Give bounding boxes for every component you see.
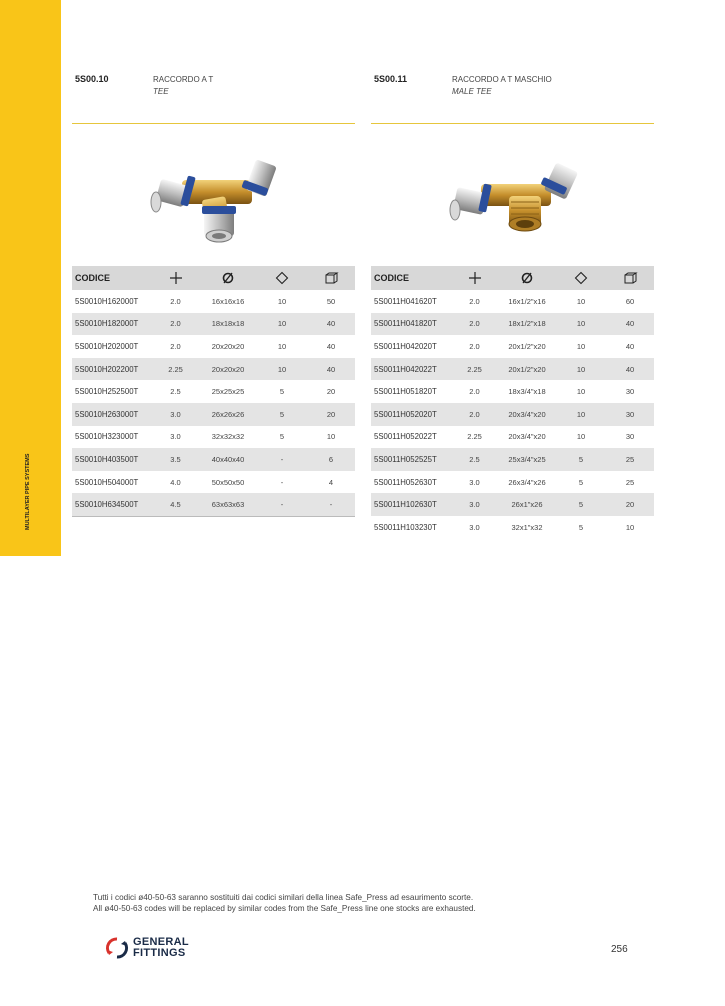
cell-size: 20x3/4"x20: [508, 432, 546, 442]
cell-size: 20x20x20: [199, 358, 257, 381]
cell-code: 5S0011H052022T: [374, 432, 437, 442]
cell-thickness: 2.0: [152, 313, 199, 336]
cell-thickness: 2.5: [451, 448, 498, 471]
cell-code: 5S0010H202200T: [72, 358, 152, 381]
diamond-icon: [275, 271, 289, 285]
table-row: [371, 516, 654, 539]
cell-thickness: 2.0: [469, 341, 480, 351]
cell-box: 4: [328, 477, 334, 487]
divider: [72, 123, 355, 124]
table-row: [371, 335, 654, 358]
cell-package: 5: [578, 477, 584, 487]
header-package: [257, 266, 307, 290]
cell-box: 40: [326, 341, 336, 351]
cell-code: 5S0010H202000T: [75, 341, 139, 351]
table-row: [371, 290, 654, 313]
cell-box: 30: [606, 403, 654, 426]
cell-size: 16x1/2"x16: [508, 296, 546, 306]
footnote: [93, 892, 476, 914]
cell-size: 26x26x26: [199, 403, 257, 426]
footnote-it: Tutti i codici ø40-50-63 saranno sostituiti dai codici similari della linea Safe_Press ad esaurimento scorte.: [93, 893, 474, 902]
header-package: [556, 266, 606, 290]
cell-box: 6: [307, 448, 355, 471]
cell-box: 40: [606, 313, 654, 336]
cell-box: -: [307, 493, 355, 516]
cell-package: 5: [556, 493, 606, 516]
cell-code: 5S0011H041820T: [371, 313, 451, 336]
product-name-it: RACCORDO A T MASCHIO: [452, 75, 552, 84]
table-row: [371, 448, 654, 471]
cell-code: 5S0011H103230T: [374, 522, 437, 532]
cell-box: 25: [625, 477, 635, 487]
cell-code: 5S0011H102630T: [371, 493, 451, 516]
cell-thickness: 4.0: [170, 477, 181, 487]
sidebar-band: [0, 0, 61, 556]
cell-package: -: [257, 448, 307, 471]
product-description: [153, 74, 213, 98]
box-icon: [324, 271, 339, 285]
diamond-icon: [574, 271, 588, 285]
cell-package: 5: [556, 448, 606, 471]
cell-size: 16x16x16: [211, 296, 245, 306]
cell-thickness: 2.0: [451, 403, 498, 426]
cell-size: 25x3/4"x25: [498, 448, 556, 471]
product-code: 5S00.11: [374, 74, 408, 84]
product-code: 5S00.10: [75, 74, 109, 84]
product-name-en: TEE: [153, 87, 169, 96]
cell-size: 40x40x40: [199, 448, 257, 471]
table-row: [72, 313, 355, 336]
table-row: [371, 313, 654, 336]
tee-fitting-image: [142, 140, 312, 250]
cell-package: 5: [279, 387, 285, 397]
cell-code: 5S0011H051820T: [374, 387, 437, 397]
cell-thickness: 4.5: [152, 493, 199, 516]
table-row: [72, 358, 355, 381]
product-table: [72, 266, 355, 517]
header-thickness: [152, 266, 199, 290]
cell-package: 5: [279, 432, 285, 442]
cell-thickness: 3.0: [152, 403, 199, 426]
cell-box: 20: [606, 493, 654, 516]
cell-package: 10: [277, 341, 287, 351]
table-row: [371, 493, 654, 516]
table-row: [72, 290, 355, 313]
cell-size: 20x1/2"x20: [498, 358, 556, 381]
cell-package: 10: [257, 358, 307, 381]
cell-size: 20x20x20: [211, 341, 245, 351]
header-box: [606, 266, 654, 290]
cell-box: 30: [625, 387, 635, 397]
cell-package: 10: [576, 432, 586, 442]
cell-size: 32x32x32: [211, 432, 245, 442]
cell-package: 10: [556, 313, 606, 336]
cell-size: 18x3/4"x18: [508, 387, 546, 397]
cell-code: 5S0010H162000T: [75, 296, 139, 306]
table-row: [72, 335, 355, 358]
company-logo: [105, 936, 189, 960]
cell-package: 10: [556, 403, 606, 426]
cell-box: 40: [307, 313, 355, 336]
cell-thickness: 3.0: [469, 522, 480, 532]
cell-thickness: 2.0: [451, 313, 498, 336]
cell-code: 5S0010H182000T: [72, 313, 152, 336]
cell-package: -: [257, 493, 307, 516]
product-name-en: MALE TEE: [452, 87, 492, 96]
table-row: [371, 358, 654, 381]
sidebar-label-text: MULTILAYER PIPE SYSTEMS: [25, 453, 31, 530]
cell-size: 20x1/2"x20: [508, 341, 546, 351]
cell-box: 40: [307, 358, 355, 381]
cell-package: 10: [576, 387, 586, 397]
page-number: 256: [611, 944, 628, 955]
product-name-it: RACCORDO A T: [153, 75, 214, 84]
cell-thickness: 2.0: [170, 341, 181, 351]
cell-size: 18x1/2"x18: [498, 313, 556, 336]
cell-box: 40: [606, 358, 654, 381]
table-row: [371, 403, 654, 426]
cell-size: 20x3/4"x20: [498, 403, 556, 426]
cell-box: 20: [326, 387, 336, 397]
cell-thickness: 3.0: [170, 432, 181, 442]
cell-box: 40: [625, 341, 635, 351]
cell-thickness: 2.0: [170, 296, 181, 306]
cell-box: 10: [625, 522, 635, 532]
header-thickness: [451, 266, 498, 290]
logo-arrows-icon: [105, 936, 129, 960]
logo-line1: GENERAL: [133, 936, 189, 948]
cell-size: 32x1"x32: [511, 522, 543, 532]
cell-box: 10: [326, 432, 336, 442]
cell-package: 10: [576, 341, 586, 351]
table-row: [72, 471, 355, 494]
product-description: [452, 74, 552, 98]
cell-code: 5S0011H052630T: [374, 477, 437, 487]
cell-package: 5: [257, 403, 307, 426]
cell-thickness: 2.25: [467, 432, 482, 442]
table-body: [72, 290, 355, 516]
diameter-icon: [520, 271, 534, 285]
cross-icon: [468, 271, 482, 285]
cell-box: 60: [625, 296, 635, 306]
cell-box: 25: [606, 448, 654, 471]
cell-code: 5S0010H403500T: [72, 448, 152, 471]
cell-thickness: 2.25: [451, 358, 498, 381]
cell-package: 10: [556, 358, 606, 381]
table-row: [72, 380, 355, 403]
cell-package: 5: [578, 522, 584, 532]
cell-thickness: 2.0: [469, 296, 480, 306]
cell-code: 5S0011H042020T: [374, 341, 437, 351]
cell-thickness: 3.0: [451, 493, 498, 516]
cell-box: 20: [307, 403, 355, 426]
box-icon: [623, 271, 638, 285]
table-body: [371, 290, 654, 539]
cell-box: 50: [326, 296, 336, 306]
cell-code: 5S0011H042022T: [371, 358, 451, 381]
header-box: [307, 266, 355, 290]
cell-size: 26x3/4"x26: [508, 477, 546, 487]
cell-package: 10: [576, 296, 586, 306]
footnote-en: All ø40-50-63 codes will be replaced by similar codes from the Safe_Press line one stocks are exhausted.: [93, 904, 476, 913]
cell-thickness: 2.0: [469, 387, 480, 397]
header-diameter: [199, 266, 257, 290]
table-header-row: [72, 266, 355, 290]
table-row: [72, 403, 355, 426]
table-row: [371, 426, 654, 449]
header-codice: CODICE: [72, 266, 152, 290]
cell-code: 5S0011H052020T: [371, 403, 451, 426]
cross-icon: [169, 271, 183, 285]
cell-thickness: 3.0: [469, 477, 480, 487]
table-row: [72, 426, 355, 449]
cell-size: 25x25x25: [211, 387, 245, 397]
divider: [371, 123, 654, 124]
product-table: [371, 266, 654, 539]
logo-text: [133, 937, 189, 959]
cell-box: 30: [625, 432, 635, 442]
cell-code: 5S0011H052525T: [371, 448, 451, 471]
table-row: [72, 493, 355, 516]
cell-code: 5S0010H634500T: [72, 493, 152, 516]
male-tee-fitting-image: [441, 140, 611, 250]
cell-code: 5S0011H041620T: [374, 296, 437, 306]
cell-thickness: 2.25: [152, 358, 199, 381]
cell-size: 18x18x18: [199, 313, 257, 336]
cell-code: 5S0010H263000T: [72, 403, 152, 426]
diameter-icon: [221, 271, 235, 285]
cell-thickness: 3.5: [152, 448, 199, 471]
table-row: [371, 380, 654, 403]
cell-size: 26x1"x26: [498, 493, 556, 516]
cell-package: -: [280, 477, 284, 487]
cell-code: 5S0010H323000T: [75, 432, 139, 442]
cell-thickness: 2.5: [170, 387, 181, 397]
cell-size: 50x50x50: [211, 477, 245, 487]
header-codice: CODICE: [371, 266, 451, 290]
header-diameter: [498, 266, 556, 290]
table-header-row: [371, 266, 654, 290]
cell-size: 63x63x63: [199, 493, 257, 516]
cell-package: 10: [257, 313, 307, 336]
cell-code: 5S0010H504000T: [75, 477, 139, 487]
table-row: [72, 448, 355, 471]
cell-code: 5S0010H252500T: [75, 387, 139, 397]
cell-package: 10: [277, 296, 287, 306]
table-row: [371, 471, 654, 494]
logo-line2: FITTINGS: [133, 947, 186, 959]
